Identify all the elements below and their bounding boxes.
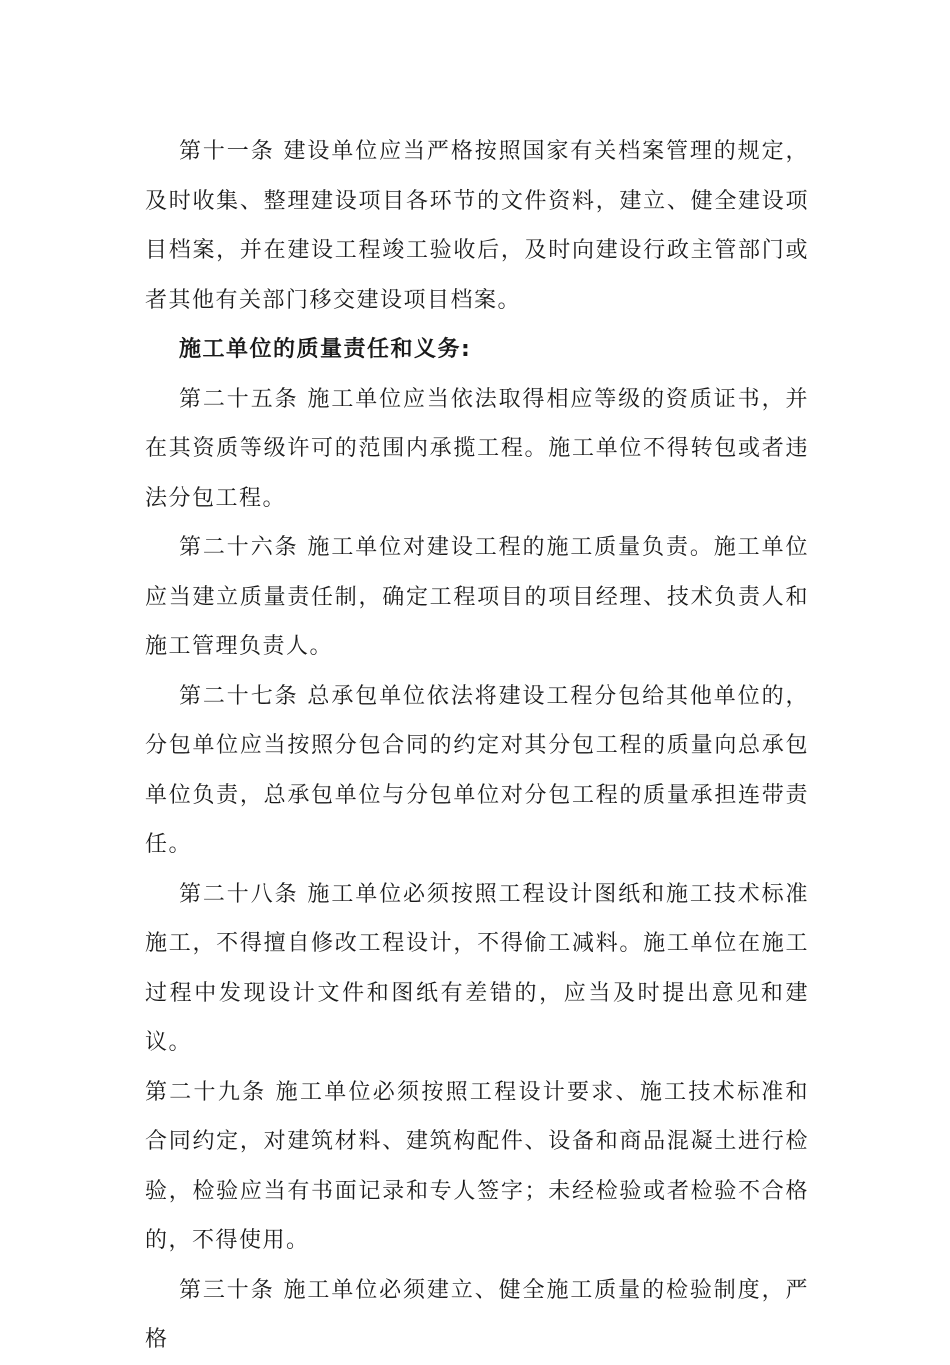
paragraph-article-30: 第三十条 施工单位必须建立、健全施工质量的检验制度，严格 xyxy=(145,1277,809,1352)
document-body xyxy=(145,127,809,1365)
paragraph-article-26: 第二十六条 施工单位对建设工程的施工质量负责。施工单位应当建立质量责任制，确定工程项目的项目经理、技术负责人和施工管理负责人。 xyxy=(145,535,809,659)
paragraph-article-11: 第十一条 建设单位应当严格按照国家有关档案管理的规定，及时收集、整理建设项目各环节的文件资料，建立、健全建设项目档案，并在建设工程竣工验收后，及时向建设行政主管部门或者其他有关部门移交建设项目档案。 xyxy=(145,139,809,313)
section-heading: 施工单位的质量责任和义务: xyxy=(179,337,472,362)
paragraph-article-28: 第二十八条 施工单位必须按照工程设计图纸和施工技术标准施工，不得擅自修改工程设计，不得偷工减料。施工单位在施工过程中发现设计文件和图纸有差错的，应当及时提出意见和建议。 xyxy=(145,881,809,1055)
paragraph-article-29: 第二十九条 施工单位必须按照工程设计要求、施工技术标准和合同约定，对建筑材料、建筑构配件、设备和商品混凝土进行检验，检验应当有书面记录和专人签字；未经检验或者检验不合格的，不得使用。 xyxy=(145,1079,809,1253)
paragraph-article-27: 第二十七条 总承包单位依法将建设工程分包给其他单位的，分包单位应当按照分包合同的约定对其分包工程的质量向总承包单位负责，总承包单位与分包单位对分包工程的质量承担连带责任。 xyxy=(145,683,809,857)
paragraph-article-25: 第二十五条 施工单位应当依法取得相应等级的资质证书，并在其资质等级许可的范围内承揽工程。施工单位不得转包或者违法分包工程。 xyxy=(145,386,809,511)
